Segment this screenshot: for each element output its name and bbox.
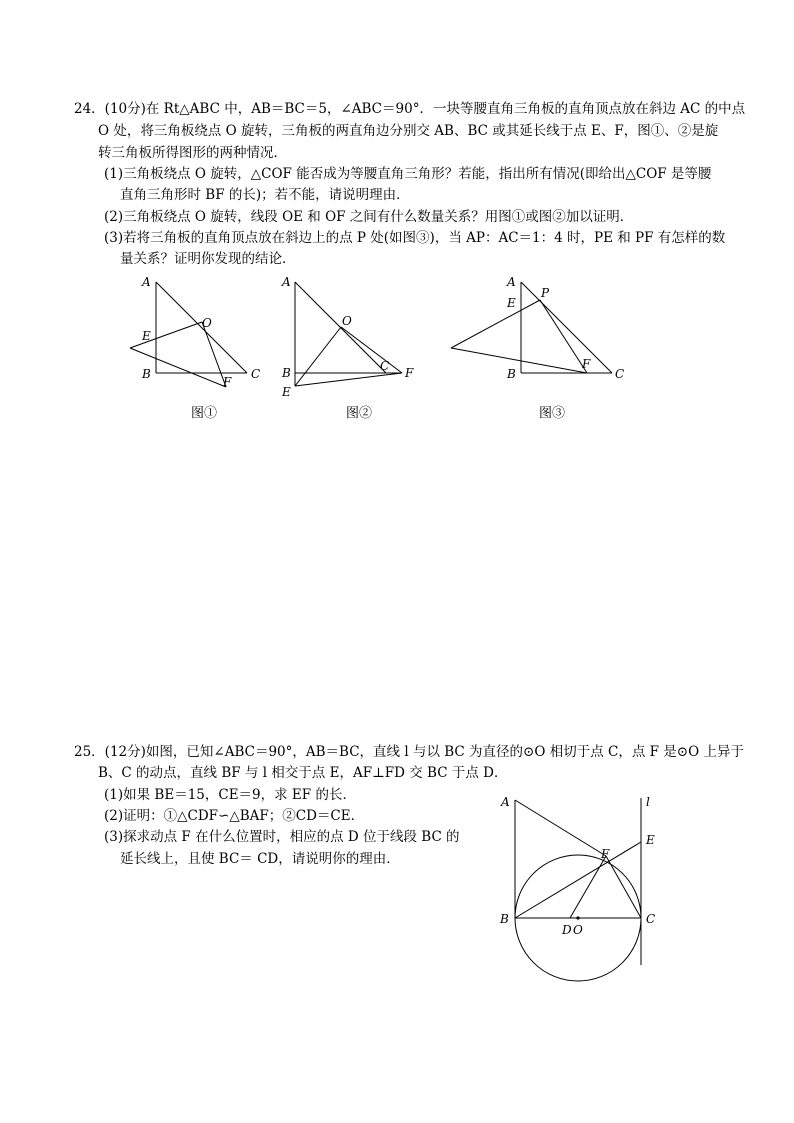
fig2-label-a: A <box>282 275 291 289</box>
q25-figure <box>490 790 670 990</box>
fig1-label-c: C <box>251 367 261 381</box>
fig1-label-e: E <box>142 329 151 343</box>
q24-line-1: 24．(10分)在 Rt△ABC 中，AB＝BC＝5，∠ABC＝90°．一块等腰直角三角板的直角顶点放在斜边 AC 的中点 <box>74 101 746 117</box>
fig1-label-o: O <box>202 316 212 330</box>
fig3-label-e: E <box>507 296 516 310</box>
q25-line-3: (1)如果 BE＝15，CE＝9，求 EF 的长． <box>104 787 356 803</box>
q24-line-3: 转三角板所得图形的两种情况． <box>98 145 287 161</box>
fig2-label-b: B <box>282 366 291 380</box>
q24-line-7: (3)若将三角板的直角顶点放在斜边上的点 P 处(如图③)，当 AP：AC＝1：4 时，PE 和 PF 有怎样的数 <box>104 230 726 246</box>
fig2-label-o: O <box>342 314 352 328</box>
q25-label-o: O <box>573 923 583 937</box>
q25-label-d: D <box>562 923 572 937</box>
q25-line-5: (3)探求动点 F 在什么位置时，相应的点 D 位于线段 BC 的 <box>104 829 460 845</box>
q24-line-2: O 处，将三角板绕点 O 旋转，三角板的两直角边分别交 AB、BC 或其延长线于点 E、F，图①、②是旋 <box>98 123 719 139</box>
q25-label-c: C <box>646 912 656 926</box>
fig2-label-e: E <box>282 385 291 399</box>
q24-figure-1 <box>120 270 270 430</box>
fig2-caption: 图② <box>346 406 373 421</box>
fig1-label-b: B <box>142 367 151 381</box>
fig3-label-f: F <box>582 357 591 371</box>
q25-line-4: (2)证明：①△CDF∽△BAF；②CD＝CE． <box>104 808 365 824</box>
q25-label-e: E <box>646 833 655 847</box>
fig2-label-f: F <box>405 366 414 380</box>
q24-line-6: (2)三角板绕点 O 旋转，线段 OE 和 OF 之间有什么数量关系？用图①或图②加以证明． <box>104 209 634 225</box>
q25-line-2: B、C 的动点，直线 BF 与 l 相交于点 E，AF⊥FD 交 BC 于点 D． <box>98 765 508 781</box>
fig2-label-c: C <box>380 359 390 373</box>
q25-label-l: l <box>646 795 650 809</box>
q25-label-f: F <box>601 847 610 861</box>
q24-line-8: 量关系？证明你发现的结论． <box>120 251 296 267</box>
q25-line-1: 25．(12分)如图，已知∠ABC＝90°，AB＝BC，直线 l 与以 BC 为直径的⊙O 相切于点 C，点 F 是⊙O 上异于 <box>74 744 744 760</box>
q25-line-6: 延长线上，且使 BC＝ CD，请说明你的理由． <box>120 851 400 867</box>
q24-figure-2 <box>276 270 426 430</box>
q24-figure-3 <box>440 270 640 430</box>
q25-label-a: A <box>501 795 510 809</box>
fig3-label-c: C <box>615 367 625 381</box>
q25-center-dot <box>576 916 579 919</box>
fig3-label-a: A <box>507 275 516 289</box>
q25-label-b: B <box>500 912 509 926</box>
fig3-label-b: B <box>507 367 516 381</box>
fig1-label-f: F <box>223 375 232 389</box>
fig3-caption: 图③ <box>539 406 566 421</box>
fig1-caption: 图① <box>191 406 218 421</box>
q24-line-4: (1)三角板绕点 O 旋转，△COF 能否成为等腰直角三角形？若能，指出所有情况(即给出△COF 是等腰 <box>104 166 712 182</box>
fig1-label-a: A <box>142 275 151 289</box>
q24-line-5: 直角三角形时 BF 的长)；若不能，请说明理由． <box>120 187 410 203</box>
fig3-label-p: P <box>541 286 550 300</box>
